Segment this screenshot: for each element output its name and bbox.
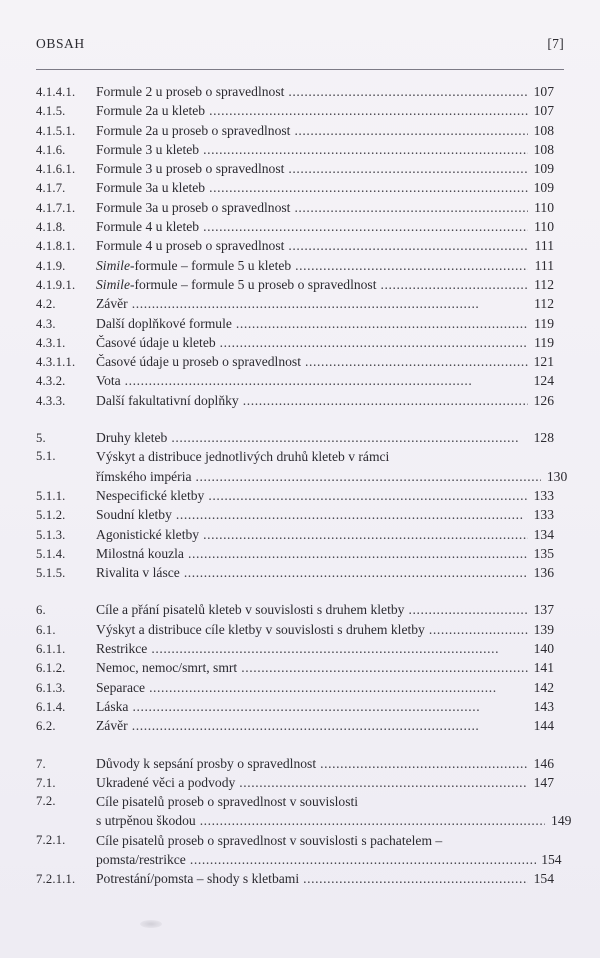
dot-leader bbox=[190, 850, 536, 869]
toc-entry-page: 136 bbox=[533, 565, 554, 581]
toc-entry bbox=[36, 697, 554, 716]
toc-entry-number: 6.2. bbox=[36, 719, 56, 734]
toc-entry-number: 7.2.1. bbox=[36, 832, 66, 847]
toc-entry bbox=[36, 486, 554, 505]
dot-leader bbox=[236, 314, 528, 333]
dot-leader bbox=[429, 620, 528, 639]
toc-entry-page: 110 bbox=[534, 199, 554, 215]
toc-entry-title: Závěr bbox=[96, 296, 128, 312]
dot-leader bbox=[243, 391, 528, 410]
toc-entry-page: 128 bbox=[533, 430, 554, 446]
dot-leader bbox=[203, 140, 528, 159]
dot-leader bbox=[208, 486, 528, 505]
dot-leader bbox=[295, 256, 528, 275]
toc-entry-title: Časové údaje u kleteb bbox=[96, 334, 216, 350]
toc-entry bbox=[36, 101, 554, 120]
dot-leader bbox=[220, 333, 528, 352]
toc-entry-title-rest: -formule – formule 5 u kleteb bbox=[129, 257, 292, 273]
toc-entry-title: Časové údaje u proseb o spravedlnost bbox=[96, 354, 301, 370]
toc-entry-title: Důvody k sepsání prosby o spravedlnost bbox=[96, 755, 317, 771]
toc-entry-title: Nemoc, nemoc/smrt, smrt bbox=[96, 660, 238, 676]
toc-entry-title: Milostná kouzla bbox=[96, 545, 184, 561]
toc-entry-page: 107 bbox=[533, 84, 554, 99]
toc-entry-number: 4.1.8. bbox=[36, 220, 66, 235]
toc-entry-number: 4.1.6. bbox=[36, 142, 66, 157]
toc-entry-number: 4.1.7. bbox=[36, 181, 66, 196]
toc-entry-page: 154 bbox=[541, 851, 562, 867]
dot-leader bbox=[209, 178, 528, 197]
toc-entry-title-continued: s utrpěnou škodou bbox=[96, 813, 196, 829]
toc-entry-title: Formule 2a u proseb o spravedlnost bbox=[96, 122, 291, 138]
toc-entry-page: 140 bbox=[533, 641, 554, 657]
dot-leader bbox=[381, 275, 528, 294]
toc-entry-page: 108 bbox=[533, 141, 554, 157]
dot-leader bbox=[209, 101, 528, 120]
toc-entry-page: 124 bbox=[533, 373, 554, 389]
toc-entry-page: 144 bbox=[533, 718, 554, 734]
dot-leader bbox=[294, 121, 528, 140]
toc-chapter-entry bbox=[36, 428, 554, 447]
toc-entry-title-italic: Simile bbox=[96, 257, 130, 273]
toc-entry-number: 6.1. bbox=[36, 622, 56, 637]
toc-entry-title: Cíle a přání pisatelů kleteb v souvislosti s druhem kletby bbox=[96, 602, 405, 618]
toc-entry-title: Vota bbox=[96, 373, 121, 389]
toc-entry-number: 6.1.2. bbox=[36, 661, 66, 676]
toc-entry-number: 7.2. bbox=[36, 794, 56, 809]
dot-leader bbox=[305, 352, 528, 371]
toc-entry-title: Rivalita v lásce bbox=[96, 565, 180, 581]
dot-leader bbox=[288, 82, 528, 101]
dot-leader bbox=[288, 159, 528, 178]
toc-entry bbox=[36, 294, 554, 313]
toc-entry-number: 6.1.1. bbox=[36, 642, 66, 657]
dot-leader bbox=[203, 525, 528, 544]
header-page-number: [7] bbox=[547, 36, 564, 51]
toc-entry-title: Formule 3 u kleteb bbox=[96, 141, 200, 157]
toc-entry bbox=[36, 82, 554, 101]
toc-entry-page: 142 bbox=[533, 679, 554, 695]
toc-entry-title: Formule 4 u proseb o spravedlnost bbox=[96, 238, 285, 254]
toc-entry bbox=[36, 678, 554, 697]
toc-entry-page: 141 bbox=[533, 660, 554, 676]
toc-entry-title-rest: -formule – formule 5 u proseb o spravedlnost bbox=[129, 276, 377, 292]
toc-entry-number: 7.1. bbox=[36, 775, 56, 790]
running-header bbox=[36, 36, 564, 56]
toc-entry-number: 5.1. bbox=[36, 449, 56, 464]
toc-entry-number: 4.1.9. bbox=[36, 258, 66, 273]
header-rule bbox=[36, 69, 564, 70]
toc-entry-number: 6.1.4. bbox=[36, 699, 66, 714]
toc-entry-page: 154 bbox=[533, 871, 554, 887]
toc-entry-page: 110 bbox=[534, 219, 554, 235]
toc-entry bbox=[36, 505, 554, 524]
toc-entry bbox=[36, 391, 554, 410]
toc-entry bbox=[36, 217, 554, 236]
toc-entry bbox=[36, 773, 554, 792]
toc-chapter-entry bbox=[36, 754, 554, 773]
toc-entry-title bbox=[96, 275, 377, 294]
toc-entry bbox=[36, 140, 554, 159]
toc-entry-number: 4.1.5. bbox=[36, 104, 66, 119]
toc-entry-number: 4.1.7.1. bbox=[36, 200, 76, 215]
toc-entry-number: 5.1.1. bbox=[36, 488, 66, 503]
toc-entry-page: 135 bbox=[533, 545, 554, 561]
toc-entry-page: 108 bbox=[533, 122, 554, 138]
dot-leader bbox=[176, 505, 528, 524]
dot-leader bbox=[294, 198, 528, 217]
toc-entry-title: Druhy kleteb bbox=[96, 430, 168, 446]
toc-entry-title: Další fakultativní doplňky bbox=[96, 392, 239, 408]
toc-entry bbox=[36, 869, 554, 888]
toc-entry-page: 130 bbox=[546, 468, 568, 484]
toc-entry-page: 119 bbox=[534, 334, 554, 350]
toc-entry-title: Separace bbox=[96, 679, 146, 695]
toc-entry-title: Závěr bbox=[96, 718, 128, 734]
toc-entry-page: 134 bbox=[533, 526, 554, 542]
toc-entry-number: 4.2. bbox=[36, 297, 56, 312]
toc-chapter-entry bbox=[36, 600, 554, 619]
toc-entry bbox=[36, 639, 554, 658]
toc-entry bbox=[36, 314, 554, 333]
toc-entry-title: Formule 3a u proseb o spravedlnost bbox=[96, 199, 291, 215]
toc-entry-number: 5.1.4. bbox=[36, 546, 66, 561]
toc-entry-title: Soudní kletby bbox=[96, 507, 172, 523]
dot-leader bbox=[125, 371, 528, 390]
toc-entry-page: 149 bbox=[551, 813, 572, 829]
toc-entry-title-continued: pomsta/restrikce bbox=[96, 851, 186, 867]
toc-entry bbox=[36, 544, 554, 563]
toc-entry-number: 4.1.4.1. bbox=[36, 85, 76, 99]
toc-entry bbox=[36, 198, 554, 217]
toc-entry bbox=[36, 371, 554, 390]
toc-entry-page: 133 bbox=[533, 507, 554, 523]
toc-entry-title-continued: římského impéria bbox=[96, 468, 192, 484]
toc-entry-title: Formule 3 u proseb o spravedlnost bbox=[96, 161, 285, 177]
toc-entry-title: Formule 4 u kleteb bbox=[96, 219, 200, 235]
toc-entry-page: 109 bbox=[533, 161, 554, 177]
toc-entry-number: 5.1.5. bbox=[36, 566, 66, 581]
table-of-contents bbox=[36, 82, 572, 889]
toc-entry-number: 6.1.3. bbox=[36, 680, 66, 695]
toc-entry-page: 109 bbox=[533, 180, 554, 196]
toc-entry bbox=[36, 716, 554, 735]
toc-entry bbox=[36, 178, 554, 197]
toc-entry-page: 112 bbox=[534, 276, 554, 292]
toc-entry-page: 139 bbox=[533, 621, 554, 637]
dot-leader bbox=[241, 658, 528, 677]
dot-leader bbox=[188, 544, 528, 563]
toc-entry-number: 7.2.1.1. bbox=[36, 872, 76, 887]
dot-leader bbox=[196, 467, 542, 486]
toc-entry-number: 6. bbox=[36, 603, 46, 618]
toc-entry bbox=[36, 447, 568, 486]
toc-entry-title-italic: Simile bbox=[96, 276, 130, 292]
toc-entry-title: Potrestání/pomsta – shody s kletbami bbox=[96, 871, 300, 887]
toc-entry-title bbox=[96, 256, 291, 275]
dot-leader bbox=[132, 716, 528, 735]
toc-entry-number: 4.3. bbox=[36, 316, 56, 331]
toc-entry-page: 119 bbox=[534, 315, 554, 331]
toc-entry-title: Nespecifické kletby bbox=[96, 487, 205, 503]
toc-entry bbox=[36, 525, 554, 544]
toc-entry bbox=[36, 792, 572, 831]
toc-entry bbox=[36, 831, 562, 870]
dot-leader bbox=[149, 678, 528, 697]
toc-entry-title: Výskyt a distribuce cíle kletby v souvislosti s druhem kletby bbox=[96, 621, 425, 637]
toc-entry-title: Formule 2 u proseb o spravedlnost bbox=[96, 84, 285, 99]
toc-entry-number: 4.1.9.1. bbox=[36, 277, 76, 292]
toc-entry-page: 147 bbox=[533, 774, 554, 790]
toc-entry-number: 4.3.2. bbox=[36, 374, 66, 389]
toc-entry-title: Cíle pisatelů proseb o spravedlnost v souvislosti s pachatelem – bbox=[96, 832, 443, 848]
toc-entry-title: Další doplňkové formule bbox=[96, 315, 232, 331]
toc-entry-number: 4.3.1.1. bbox=[36, 355, 76, 370]
dot-leader bbox=[151, 639, 528, 658]
toc-entry-page: 126 bbox=[533, 392, 554, 408]
toc-entry-title: Restrikce bbox=[96, 641, 148, 657]
toc-entry bbox=[36, 658, 554, 677]
toc-entry bbox=[36, 352, 554, 371]
dot-leader bbox=[200, 811, 546, 830]
toc-entry-title: Formule 2a u kleteb bbox=[96, 103, 206, 119]
toc-entry-number: 5.1.3. bbox=[36, 527, 66, 542]
toc-entry-page: 146 bbox=[533, 755, 554, 771]
toc-entry-page: 112 bbox=[534, 296, 554, 312]
toc-entry bbox=[36, 620, 554, 639]
toc-entry bbox=[36, 256, 554, 275]
toc-entry bbox=[36, 121, 554, 140]
toc-entry-page: 107 bbox=[533, 103, 554, 119]
toc-entry-title: Cíle pisatelů proseb o spravedlnost v souvislosti bbox=[96, 794, 359, 810]
dot-leader bbox=[132, 697, 528, 716]
dot-leader bbox=[203, 217, 528, 236]
toc-entry-title: Agonistické kletby bbox=[96, 526, 200, 542]
dot-leader bbox=[184, 563, 528, 582]
toc-entry bbox=[36, 333, 554, 352]
toc-entry-title: Výskyt a distribuce jednotlivých druhů kleteb v rámci bbox=[96, 449, 390, 465]
toc-entry bbox=[36, 275, 554, 294]
toc-entry-page: 143 bbox=[533, 698, 554, 714]
toc-entry-title: Formule 3a u kleteb bbox=[96, 180, 206, 196]
toc-entry-page: 111 bbox=[534, 257, 554, 273]
dot-leader bbox=[171, 428, 528, 447]
toc-entry-number: 5.1.2. bbox=[36, 508, 66, 523]
toc-entry-number: 4.1.6.1. bbox=[36, 162, 76, 177]
dot-leader bbox=[320, 754, 528, 773]
toc-entry-title: Ukradené věci a podvody bbox=[96, 774, 236, 790]
toc-entry-number: 4.3.3. bbox=[36, 393, 66, 408]
toc-entry-page: 111 bbox=[534, 238, 554, 254]
toc-entry-title: Láska bbox=[96, 698, 129, 714]
toc-entry-page: 137 bbox=[533, 602, 554, 618]
toc-entry-number: 4.1.8.1. bbox=[36, 239, 76, 254]
dot-leader bbox=[303, 869, 528, 888]
dot-leader bbox=[408, 600, 528, 619]
toc-entry bbox=[36, 236, 554, 255]
toc-entry-page: 133 bbox=[533, 487, 554, 503]
dot-leader bbox=[288, 236, 528, 255]
toc-entry-number: 7. bbox=[36, 756, 46, 771]
toc-entry-number: 4.1.5.1. bbox=[36, 123, 76, 138]
toc-entry-page: 121 bbox=[533, 354, 554, 370]
dot-leader bbox=[239, 773, 528, 792]
toc-entry bbox=[36, 563, 554, 582]
toc-entry-number: 4.3.1. bbox=[36, 335, 66, 350]
paper-smudge bbox=[140, 920, 162, 928]
toc-entry bbox=[36, 159, 554, 178]
dot-leader bbox=[132, 294, 528, 313]
header-section-title: OBSAH bbox=[36, 36, 85, 51]
toc-entry-number: 5. bbox=[36, 431, 46, 446]
